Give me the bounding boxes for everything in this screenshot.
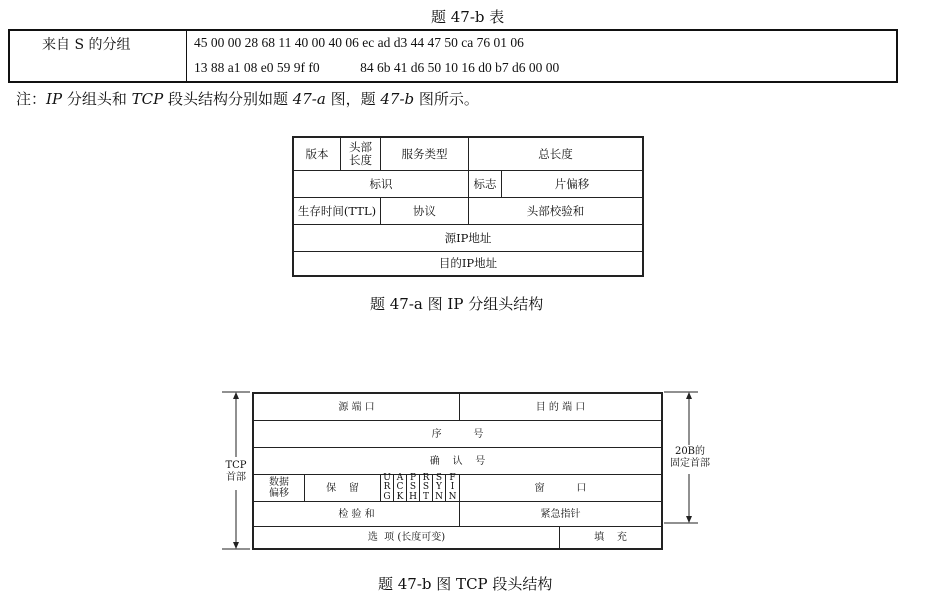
table-caption: 题 47-b 表 xyxy=(431,8,505,26)
ip-checksum-field: 头部校验和 xyxy=(469,198,642,225)
tcp-flag-psh: P S H xyxy=(407,475,420,502)
packet-bytes-row-2: 13 88 a1 08 e0 59 9f f0 84 6b 41 d6 50 10 16 d0 b7 d6 00 00 xyxy=(194,60,560,75)
note-text: 注：IP 分组头和 TCP 段头结构分别如题 47-a 图，题 47-b 图所示。 xyxy=(16,90,479,108)
tcp-fixed-header-side-label: 20B的 固定首部 xyxy=(670,446,710,469)
tcp-figure-caption: 题 47-b 图 TCP 段头结构 xyxy=(378,575,553,593)
ip-source-address-field: 源IP地址 xyxy=(294,225,642,252)
tcp-flag-rst: R S T xyxy=(420,475,433,502)
ip-total-length-field: 总长度 xyxy=(469,138,642,171)
packet-source-label: 来自 S 的分组 xyxy=(10,31,187,81)
tcp-ack-number-field: 确 认 号 xyxy=(254,448,661,475)
tcp-flag-fin: F I N xyxy=(446,475,460,502)
tcp-flag-urg: U R G xyxy=(381,475,394,502)
packet-bytes-row-1: 45 00 00 28 68 11 40 00 40 06 ec ad d3 44 47 50 ca 76 01 06 xyxy=(194,35,524,50)
ip-flags-field: 标志 xyxy=(469,171,502,198)
tcp-reserved-field: 保 留 xyxy=(305,475,381,502)
tcp-sequence-number-field: 序 号 xyxy=(254,421,661,448)
ip-identification-field: 标识 xyxy=(294,171,469,198)
tcp-urgent-pointer-field: 紧急指针 xyxy=(460,502,661,527)
ip-protocol-field: 协议 xyxy=(381,198,469,225)
tcp-flag-syn: S Y N xyxy=(433,475,446,502)
tcp-options-field: 选 项 (长度可变) xyxy=(254,527,560,548)
ip-tos-field: 服务类型 xyxy=(381,138,469,171)
ip-ttl-field: 生存时间(TTL) xyxy=(294,198,381,225)
tcp-window-field: 窗 口 xyxy=(460,475,661,502)
ip-destination-address-field: 目的IP地址 xyxy=(438,256,498,270)
tcp-source-port-field: 源 端 口 xyxy=(254,394,460,421)
ip-ihl-field: 头部 长度 xyxy=(341,138,381,171)
tcp-checksum-field: 检 验 和 xyxy=(254,502,460,527)
tcp-destination-port-field: 目 的 端 口 xyxy=(460,394,661,421)
tcp-flag-ack: A C K xyxy=(394,475,407,502)
tcp-padding-field: 填 充 xyxy=(594,532,627,543)
tcp-header-diagram xyxy=(252,392,663,550)
ip-figure-caption: 题 47-a 图 IP 分组头结构 xyxy=(370,295,544,313)
ip-fragment-offset-field: 片偏移 xyxy=(502,171,642,198)
tcp-header-side-label: TCP 首部 xyxy=(225,460,247,483)
ip-version-field: 版本 xyxy=(294,138,341,171)
tcp-data-offset-field: 数据 偏移 xyxy=(254,475,305,502)
